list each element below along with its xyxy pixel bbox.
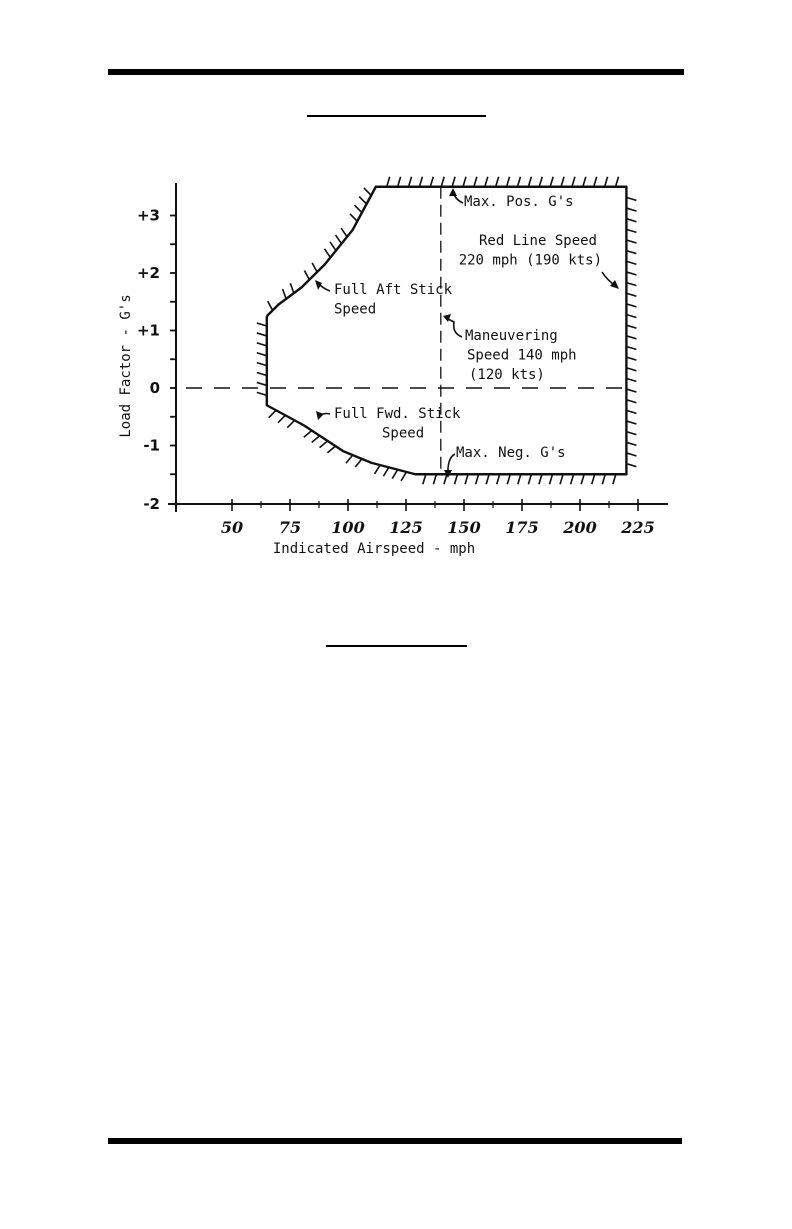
hatch-mark — [257, 333, 267, 336]
hatch-mark — [626, 378, 636, 381]
y-tick-label: +2 — [136, 264, 160, 282]
hatch-mark — [626, 432, 636, 435]
hatch-mark — [561, 177, 564, 187]
hatch-mark — [324, 249, 330, 258]
hatch-mark — [626, 453, 636, 456]
x-tick-label: 125 — [389, 518, 423, 537]
hatch-mark — [452, 177, 455, 187]
hatch-mark — [383, 467, 388, 476]
hatch-mark — [605, 177, 608, 187]
hatch-mark — [304, 270, 309, 279]
hatch-mark — [287, 420, 294, 427]
hatch-mark — [594, 177, 597, 187]
hatch-mark — [341, 228, 347, 237]
hatch-mark — [626, 442, 636, 445]
hatch-mark — [626, 389, 636, 392]
arrowhead — [443, 314, 451, 322]
hatch-mark — [364, 188, 371, 195]
annotation-full-fwd-stick: Full Fwd. Stick — [334, 406, 461, 422]
hatch-mark — [257, 363, 267, 366]
hatch-mark — [539, 177, 542, 187]
hatch-mark — [441, 177, 444, 187]
hatch-mark — [507, 177, 510, 187]
hatch-mark — [419, 177, 422, 187]
hatch-mark — [592, 474, 595, 484]
hatch-mark — [444, 474, 447, 484]
hatch-mark — [497, 474, 500, 484]
flight-envelope-line — [267, 187, 627, 475]
hatch-mark — [257, 373, 267, 376]
y-tick-label: +1 — [136, 321, 160, 340]
hatch-mark — [350, 214, 357, 221]
hatch-mark — [346, 455, 353, 463]
hatch-mark — [539, 474, 542, 484]
hatch-mark — [401, 472, 406, 481]
hatch-mark — [398, 177, 401, 187]
hatch-mark — [485, 177, 488, 187]
hatch-mark — [616, 177, 619, 187]
arrowhead — [449, 188, 457, 196]
hatch-mark — [626, 229, 636, 232]
hatch-mark — [257, 353, 267, 356]
hatch-mark — [430, 177, 433, 187]
hatch-mark — [392, 470, 397, 479]
hatch-mark — [626, 357, 636, 360]
hatch-mark — [290, 283, 294, 293]
hatch-mark — [517, 177, 520, 187]
y-tick-label: +3 — [136, 206, 160, 225]
hatch-mark — [327, 446, 335, 453]
hatch-mark — [387, 177, 390, 187]
y-tick-label: -1 — [143, 436, 160, 455]
hatch-mark — [528, 474, 531, 484]
hatch-mark — [330, 242, 336, 251]
hatch-mark — [626, 197, 636, 200]
hatch-mark — [583, 177, 586, 187]
hatch-mark — [560, 474, 563, 484]
arrowhead — [610, 280, 619, 289]
hatch-mark — [257, 392, 267, 395]
hatch-mark — [304, 431, 312, 438]
hatch-mark — [626, 325, 636, 328]
hatch-mark — [375, 465, 380, 474]
annotation-max-neg-g: Max. Neg. G's — [456, 445, 566, 461]
y-tick-label: 0 — [149, 379, 160, 397]
hatch-mark — [463, 177, 466, 187]
hatch-mark — [496, 177, 499, 187]
hatch-mark — [550, 177, 553, 187]
hatch-mark — [626, 315, 636, 318]
hatch-mark — [626, 464, 636, 467]
hatch-mark — [355, 205, 362, 212]
x-tick-label: 50 — [220, 518, 244, 537]
hatch-mark — [626, 410, 636, 413]
hatch-mark — [602, 474, 605, 484]
hatch-mark — [626, 421, 636, 424]
x-tick-label: 75 — [278, 518, 302, 537]
hatch-mark — [278, 415, 285, 422]
hatch-mark — [336, 235, 342, 244]
y-tick-label: -2 — [143, 495, 160, 513]
hatch-mark — [626, 400, 636, 403]
hatch-mark — [268, 301, 273, 310]
hatch-mark — [486, 474, 489, 484]
arrowhead — [316, 411, 324, 420]
hatch-mark — [626, 251, 636, 254]
y-axis-title: Load Factor - G's — [118, 294, 134, 438]
annotation-full-fwd-stick: Speed — [382, 425, 425, 442]
hatch-mark — [423, 474, 426, 484]
hatch-mark — [320, 441, 328, 448]
annotation-maneuvering-speed: Speed 140 mph — [467, 347, 577, 364]
hatch-mark — [312, 263, 317, 272]
hatch-mark — [613, 474, 616, 484]
x-axis-title: Indicated Airspeed - mph — [272, 541, 476, 557]
hatch-mark — [257, 343, 267, 346]
hatch-mark — [626, 368, 636, 371]
hatch-mark — [257, 323, 267, 326]
hatch-mark — [476, 474, 479, 484]
hatch-mark — [626, 240, 636, 243]
hatch-mark — [528, 177, 531, 187]
x-tick-label: 175 — [505, 518, 539, 537]
hatch-mark — [474, 177, 477, 187]
hatch-mark — [572, 177, 575, 187]
hatch-mark — [550, 474, 553, 484]
annotation-maneuvering-speed: (120 kts) — [469, 367, 545, 383]
hatch-mark — [433, 474, 436, 484]
hatch-mark — [455, 474, 458, 484]
hatch-mark — [507, 474, 510, 484]
annotation-maneuvering-speed: Maneuvering — [465, 328, 558, 344]
hatch-mark — [359, 197, 366, 204]
x-tick-label: 100 — [331, 518, 365, 537]
hatch-mark — [465, 474, 468, 484]
annotation-max-pos-g: Max. Pos. G's — [464, 194, 574, 210]
x-tick-label: 225 — [621, 518, 655, 537]
hatch-mark — [571, 474, 574, 484]
hatch-mark — [626, 346, 636, 349]
hatch-mark — [626, 293, 636, 296]
hatch-mark — [355, 459, 362, 467]
x-tick-label: 200 — [563, 518, 597, 537]
hatch-mark — [269, 410, 276, 417]
annotation-red-line-speed: Red Line Speed — [478, 233, 597, 249]
hatch-mark — [283, 289, 287, 299]
annotation-full-aft-stick: Full Aft Stick — [334, 282, 453, 298]
hatch-mark — [626, 208, 636, 211]
hatch-mark — [626, 272, 636, 275]
annotation-full-aft-stick: Speed — [334, 301, 377, 318]
hatch-mark — [581, 474, 584, 484]
x-tick-label: 150 — [447, 518, 481, 537]
hatch-mark — [257, 382, 267, 385]
annotation-red-line-speed: 220 mph (190 kts) — [458, 252, 602, 269]
hatch-mark — [312, 436, 320, 443]
hatch-mark — [626, 283, 636, 286]
hatch-mark — [518, 474, 521, 484]
hatch-mark — [409, 177, 412, 187]
hatch-mark — [626, 219, 636, 222]
hatch-mark — [626, 304, 636, 307]
hatch-mark — [626, 336, 636, 339]
hatch-mark — [626, 261, 636, 264]
